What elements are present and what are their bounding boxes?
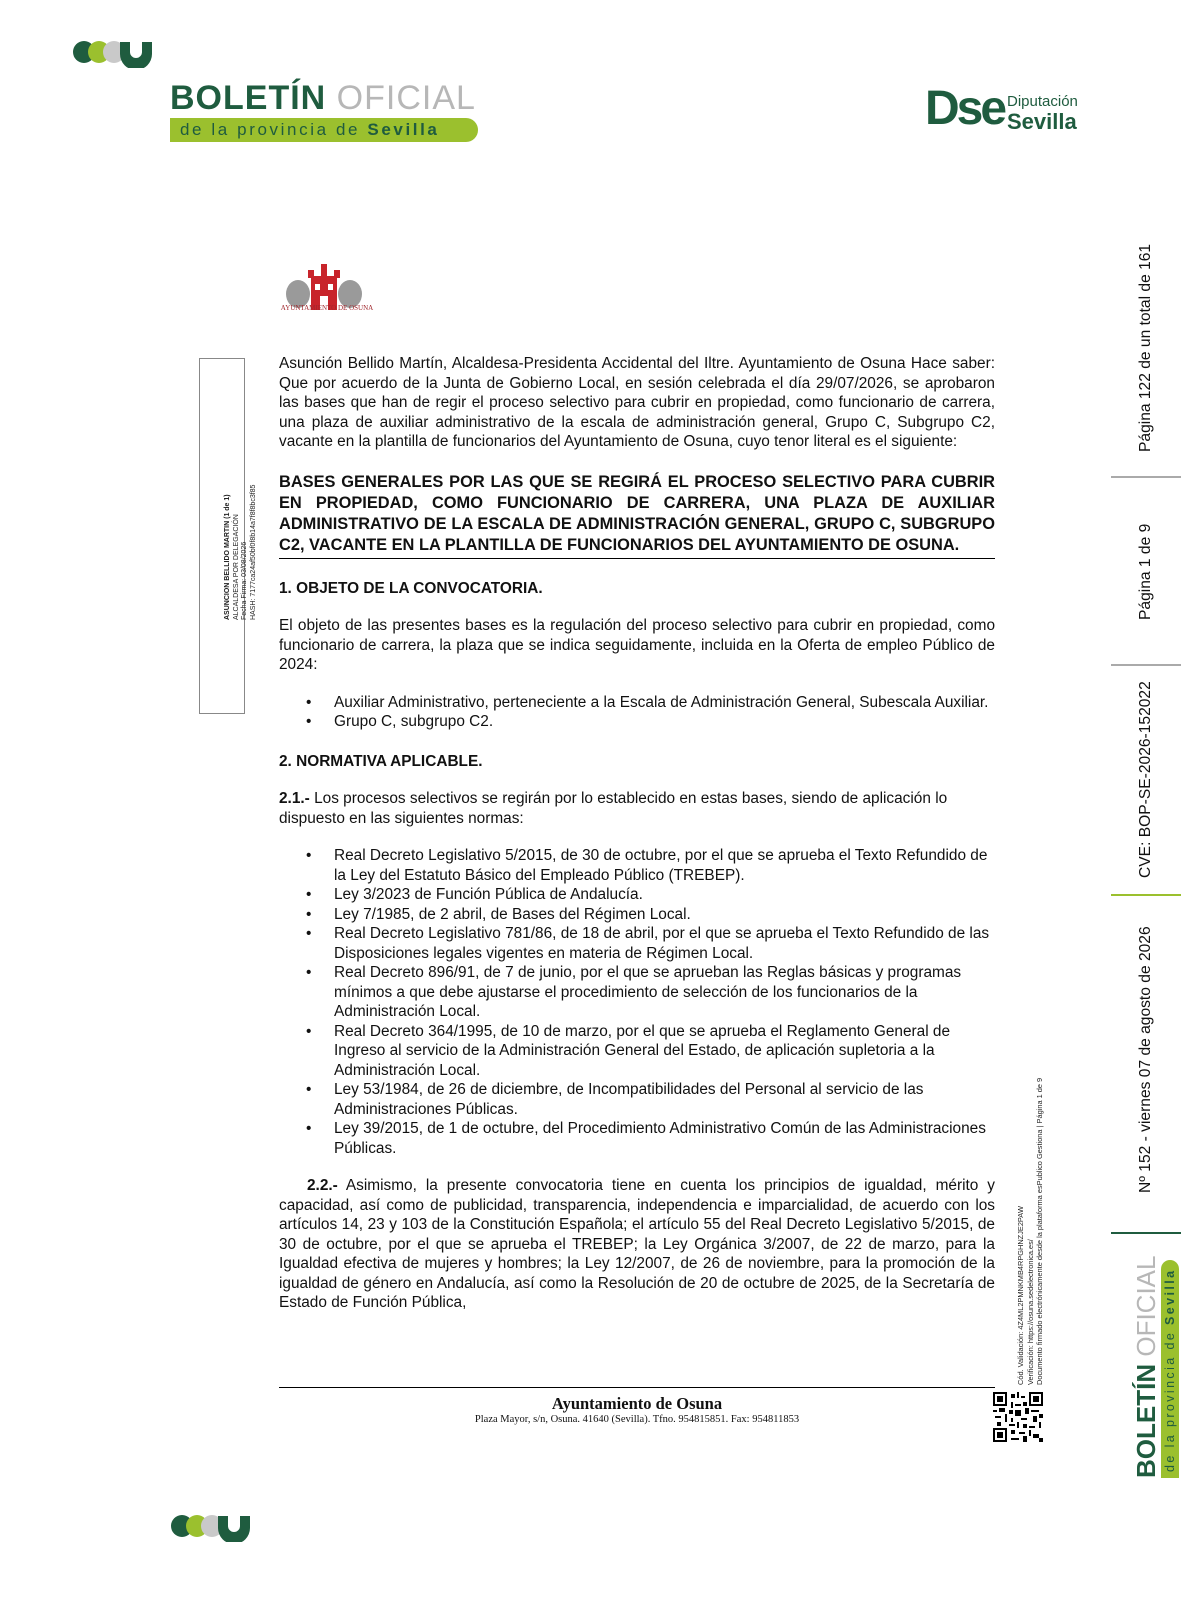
bop-title-bold: BOLETÍN xyxy=(170,79,327,117)
document-body xyxy=(279,354,995,1313)
sidebar-divider xyxy=(1111,476,1181,478)
sidebar-issue: Nº 152 - viernes 07 de agosto de 2026 xyxy=(1137,926,1154,1193)
footer-address: Plaza Mayor, s/n, Osuna. 41640 (Sevilla). Tfno. 954815851. Fax: 954811853 xyxy=(474,1414,800,1425)
signature-role: ALCALDESA POR DELEGACIÓN xyxy=(232,514,240,620)
bop-sub-bold: Sevilla xyxy=(367,120,440,139)
signature-signer: ASUNCION BELLIDO MARTIN (1 de 1) xyxy=(224,494,231,620)
list-item: • Ley 7/1985, de 2 abril, de Bases del Régimen Local. xyxy=(279,905,995,925)
diputacion-logo xyxy=(925,80,1095,140)
list-item: • Real Decreto 896/91, de 7 de junio, por el que se aprueban las Reglas básicas y programas mínimos a que debe ajustarse el procedimiento de selección de los funcionarios de la Administración Local. xyxy=(279,963,995,1022)
section-2-1-label: 2.1.- xyxy=(279,790,310,807)
signature-hash: HASH: 7177ca24af50bf0f8b14a7f8f8bc3f85 xyxy=(249,484,257,620)
document-title: BASES GENERALES POR LAS QUE SE REGIRÁ EL PROCESO SELECTIVO PARA CUBRIR EN PROPIEDAD, COMO FUNCIONARIO DE CARRERA, UNA PLAZA DE AUXILIAR ADMINISTRATIVO DE LA ESCALA DE ADMINISTRACIÓN GENERAL, GRUPO C, SUBGRUPO C2, VACANTE EN LA PLANTILLA DE FUNCIONARIOS DEL AYUNTAMIENTO DE OSUNA. xyxy=(279,472,995,559)
list-item: • Ley 53/1984, de 26 de diciembre, de Incompatibilidades del Personal al servicio de las Administraciones Públicas. xyxy=(279,1080,995,1119)
sidebar-divider xyxy=(1111,664,1181,666)
intro-paragraph: Asunción Bellido Martín, Alcaldesa-Presidenta Accidental del Iltre. Ayuntamiento de Osuna Hace saber: Que por acuerdo de la Junta de Gobierno Local, en sesión celebrada el día 29/07/2026, se aprobaron las bases que han de regir el proceso selectivo para cubrir en propiedad, como funcionario de carrera, una plaza de auxiliar administrativo de la escala de administración general, Grupo C, Subgrupo C2, vacante en la plantilla de funcionarios del Ayuntamiento de Osuna, cuyo tenor literal es el siguiente: xyxy=(279,355,995,450)
verification-note: Documento firmado electrónicamente desde la plataforma esPublico Gestiona | Página 1 de 9 xyxy=(1035,1077,1044,1385)
bop-sub-prefix: de la provincia de xyxy=(180,120,361,139)
diputacion-mark: Dse xyxy=(925,82,1005,135)
crest-label: AYUNTAMIENTO DE OSUNA xyxy=(280,304,374,312)
bop-mark-icon xyxy=(170,1512,250,1542)
sidebar-bop-logo xyxy=(1131,1255,1179,1478)
diputacion-line1: Diputación xyxy=(1007,93,1078,110)
bop-logo xyxy=(170,80,480,142)
qr-code-icon xyxy=(993,1392,1043,1442)
verification-code: Cód. Validación: 4Z4ML2PMNKMB4RPGHNZJE2PAW xyxy=(1016,1206,1025,1385)
list-item: • Real Decreto Legislativo 5/2015, de 30 de octubre, por el que se aprueba el Texto Refundido de la Ley del Estatuto Básico del Empleado Público (TREBEP). xyxy=(279,846,995,885)
sidebar-cve: CVE: BOP-SE-2026-152022 xyxy=(1137,681,1154,878)
bop-mark-icon xyxy=(72,38,152,68)
sidebar-doc-pages: Página 1 de 9 xyxy=(1137,523,1154,620)
sidebar-divider xyxy=(1111,894,1181,896)
list-item: • Ley 3/2023 de Función Pública de Andalucía. xyxy=(279,885,995,905)
verification-url: Verificación: https://osuna.sedelectronica.es/ xyxy=(1025,1239,1035,1385)
list-item: • Ley 39/2015, de 1 de octubre, del Procedimiento Administrativo Común de las Administraciones Públicas. xyxy=(279,1119,995,1158)
sidebar-total-pages: Página 122 de un total de 161 xyxy=(1137,243,1154,452)
section-2-heading: 2. NORMATIVA APLICABLE. xyxy=(279,752,483,770)
sidebar-logo-sub-bold: Sevilla xyxy=(1163,1268,1177,1325)
sidebar-logo-bold: BOLETÍN xyxy=(1131,1363,1161,1478)
signature-date: Fecha Firma: 03/08/2026 xyxy=(241,541,248,620)
signature-block xyxy=(224,320,258,620)
sidebar-logo-sub-prefix: de la provincia de xyxy=(1163,1330,1177,1472)
footer-divider xyxy=(279,1387,995,1388)
list-item: • Grupo C, subgrupo C2. xyxy=(279,712,995,732)
section-2-2-label: 2.2.- xyxy=(307,1177,338,1194)
list-item: • Real Decreto 364/1995, de 10 de marzo, por el que se aprueba el Reglamento General de Ingreso al servicio de la Administración General del Estado, de aplicación supletoria a la Administración Local. xyxy=(279,1022,995,1081)
list-item: • Auxiliar Administrativo, perteneciente a la Escala de Administración General, Subescala Auxiliar. xyxy=(279,693,995,713)
section-2-2-paragraph xyxy=(279,1176,995,1313)
section-1-list xyxy=(279,693,995,732)
section-1-heading: 1. OBJETO DE LA CONVOCATORIA. xyxy=(279,579,543,597)
section-1-text: El objeto de las presentes bases es la regulación del proceso selectivo para cubrir en propiedad, como funcionario de carrera, la plaza que se indica seguidamente, incluida en la Oferta de empleo Público de 2024: xyxy=(279,617,995,673)
sidebar-divider xyxy=(1111,1232,1181,1234)
section-2-2-text: Asimismo, la presente convocatoria tiene en cuenta los principios de igualdad, mérito y capacidad, así como de publicidad, transparencia, independencia e imparcialidad, de acuerdo con los artículos 14, 23 y 103 de la Constitución Española; el artículo 55 del Real Decreto Legislativo 5/2015, de 30 de octubre, por el que se aprueba el TREBEP; la Ley Orgánica 3/2007, de 22 de marzo, para la Igualdad efectiva de mujeres y hombres; la Ley 12/2007, de 26 de noviembre, para la promoción de la igualdad de género en Andalucía, así como la Resolución de 20 de octubre de 2025, de la Secretaría de Estado de Función Pública, xyxy=(279,1177,995,1311)
list-item: • Real Decreto Legislativo 781/86, de 18 de abril, por el que se aprueba el Texto Refundido de las Disposiciones legales vigentes en materia de Régimen Local. xyxy=(279,924,995,963)
bop-title-light: OFICIAL xyxy=(336,79,476,117)
sidebar-logo-light: OFICIAL xyxy=(1131,1255,1161,1357)
section-2-1-paragraph xyxy=(279,789,995,828)
footer-name: Ayuntamiento de Osuna xyxy=(551,1394,723,1413)
section-2-list xyxy=(279,846,995,1158)
section-2-1-text: Los procesos selectivos se regirán por lo establecido en estas bases, siendo de aplicación lo dispuesto en las siguientes normas: xyxy=(279,790,948,827)
diputacion-line2: Sevilla xyxy=(1007,109,1077,134)
verification-block xyxy=(1016,985,1045,1385)
